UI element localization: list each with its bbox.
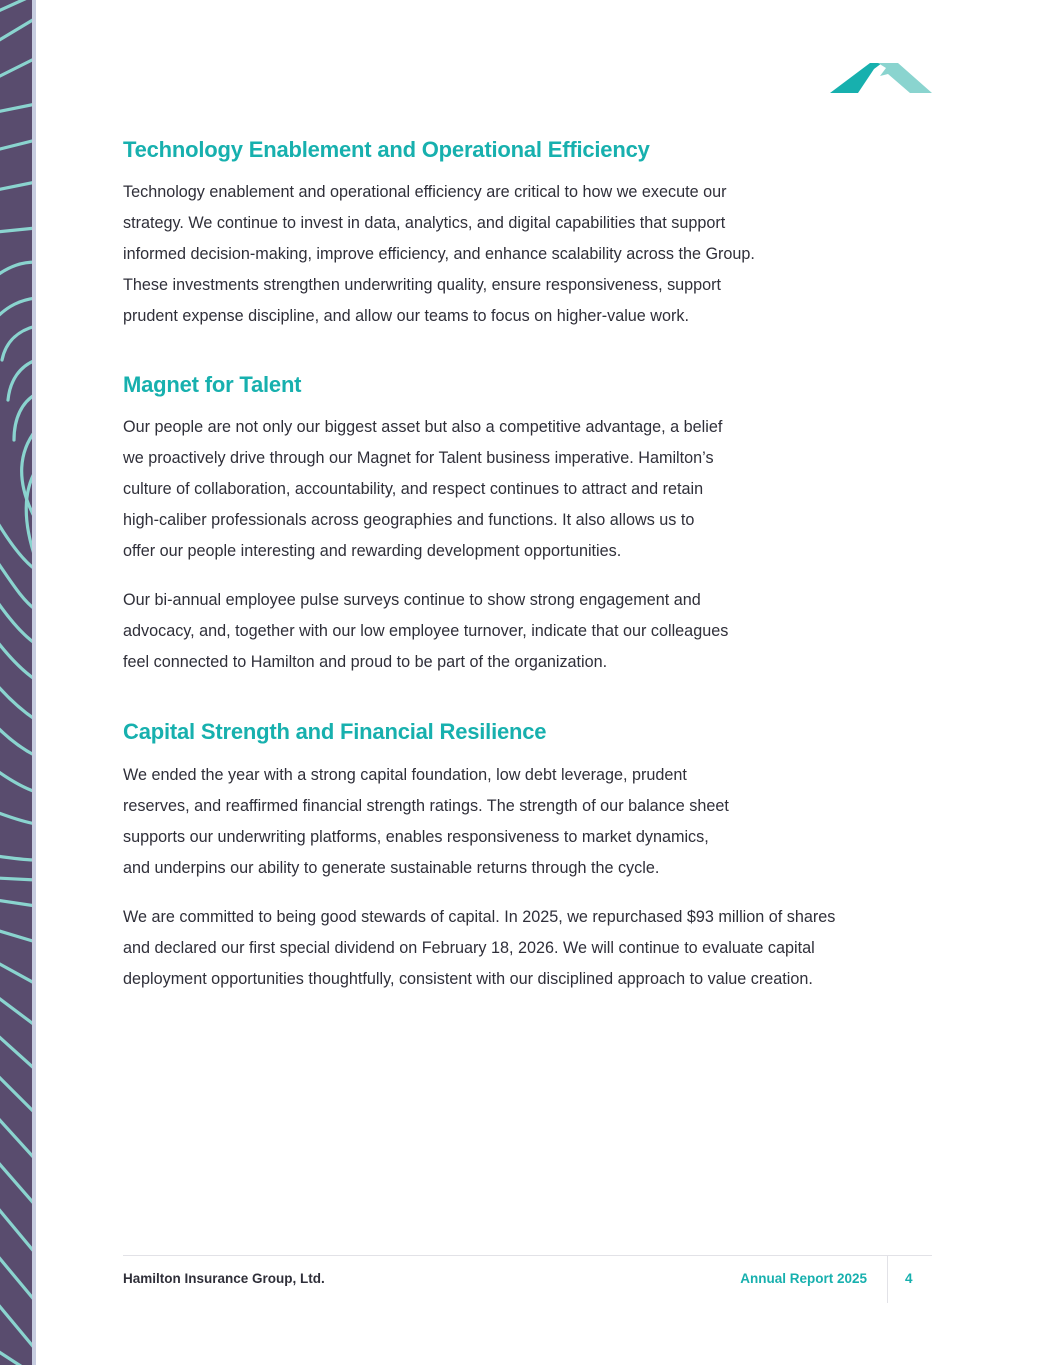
paragraph bbox=[123, 760, 923, 884]
paragraph-line: We ended the year with a strong capital foundation, low debt leverage, prudent bbox=[123, 766, 687, 784]
paragraph-line: deployment opportunities thoughtfully, consistent with our disciplined approach to value creation. bbox=[123, 970, 813, 988]
section-capital-strength bbox=[123, 714, 923, 995]
paragraph-line: These investments strengthen underwriting quality, ensure responsiveness, support bbox=[123, 276, 722, 294]
paragraph-line: and underpins our ability to generate sustainable returns through the cycle. bbox=[123, 859, 660, 877]
footer-page-separator bbox=[887, 1256, 888, 1303]
paragraph-line: reserves, and reaffirmed financial strength ratings. The strength of our balance sheet bbox=[123, 797, 729, 815]
paragraph-line: feel connected to Hamilton and proud to be part of the organization. bbox=[123, 653, 608, 671]
footer-divider bbox=[123, 1255, 932, 1256]
paragraph-line: We are committed to being good stewards of capital. In 2025, we repurchased $93 million of shares bbox=[123, 908, 836, 926]
paragraph-line: strategy. We continue to invest in data, analytics, and digital capabilities that support bbox=[123, 214, 726, 232]
page-number: 4 bbox=[905, 1271, 913, 1286]
paragraph-line: Our people are not only our biggest asset but also a competitive advantage, a belief bbox=[123, 418, 723, 436]
paragraph-line: high-caliber professionals across geographies and functions. It also allows us to bbox=[123, 511, 695, 529]
paragraph bbox=[123, 412, 923, 567]
contour-lines-pattern bbox=[0, 0, 36, 1365]
paragraph-line: prudent expense discipline, and allow our teams to focus on higher-value work. bbox=[123, 307, 689, 325]
paragraph-line: culture of collaboration, accountability, and respect continues to attract and retain bbox=[123, 480, 704, 498]
paragraph-line: Our bi-annual employee pulse surveys continue to show strong engagement and bbox=[123, 591, 701, 609]
paragraph bbox=[123, 902, 923, 995]
section-heading: Capital Strength and Financial Resilience bbox=[123, 719, 547, 744]
section-heading: Magnet for Talent bbox=[123, 372, 302, 397]
section-magnet-for-talent bbox=[123, 367, 923, 678]
side-band-edge bbox=[32, 0, 36, 1365]
paragraph-line: advocacy, and, together with our low employee turnover, indicate that our colleagues bbox=[123, 622, 729, 640]
paragraph-line: Technology enablement and operational efficiency are critical to how we execute our bbox=[123, 183, 727, 201]
paragraph-line: and declared our first special dividend on February 18, 2026. We will continue to evaluate capital bbox=[123, 939, 815, 957]
paragraph-line: supports our underwriting platforms, enables responsiveness to market dynamics, bbox=[123, 828, 709, 846]
section-heading: Technology Enablement and Operational Efficiency bbox=[123, 137, 650, 162]
footer-company-name: Hamilton Insurance Group, Ltd. bbox=[123, 1271, 325, 1286]
paragraph-line: we proactively drive through our Magnet for Talent business imperative. Hamilton’s bbox=[123, 449, 714, 467]
paragraph-line: informed decision-making, improve efficiency, and enhance scalability across the Group. bbox=[123, 245, 755, 263]
hamilton-roof-logo-icon bbox=[828, 60, 934, 96]
footer-report-title: Annual Report 2025 bbox=[740, 1271, 867, 1286]
section-technology-enablement bbox=[123, 132, 923, 332]
paragraph bbox=[123, 585, 923, 678]
main-content bbox=[123, 132, 923, 995]
decorative-side-band bbox=[0, 0, 36, 1365]
paragraph bbox=[123, 177, 923, 332]
paragraph-line: offer our people interesting and rewarding development opportunities. bbox=[123, 542, 622, 560]
